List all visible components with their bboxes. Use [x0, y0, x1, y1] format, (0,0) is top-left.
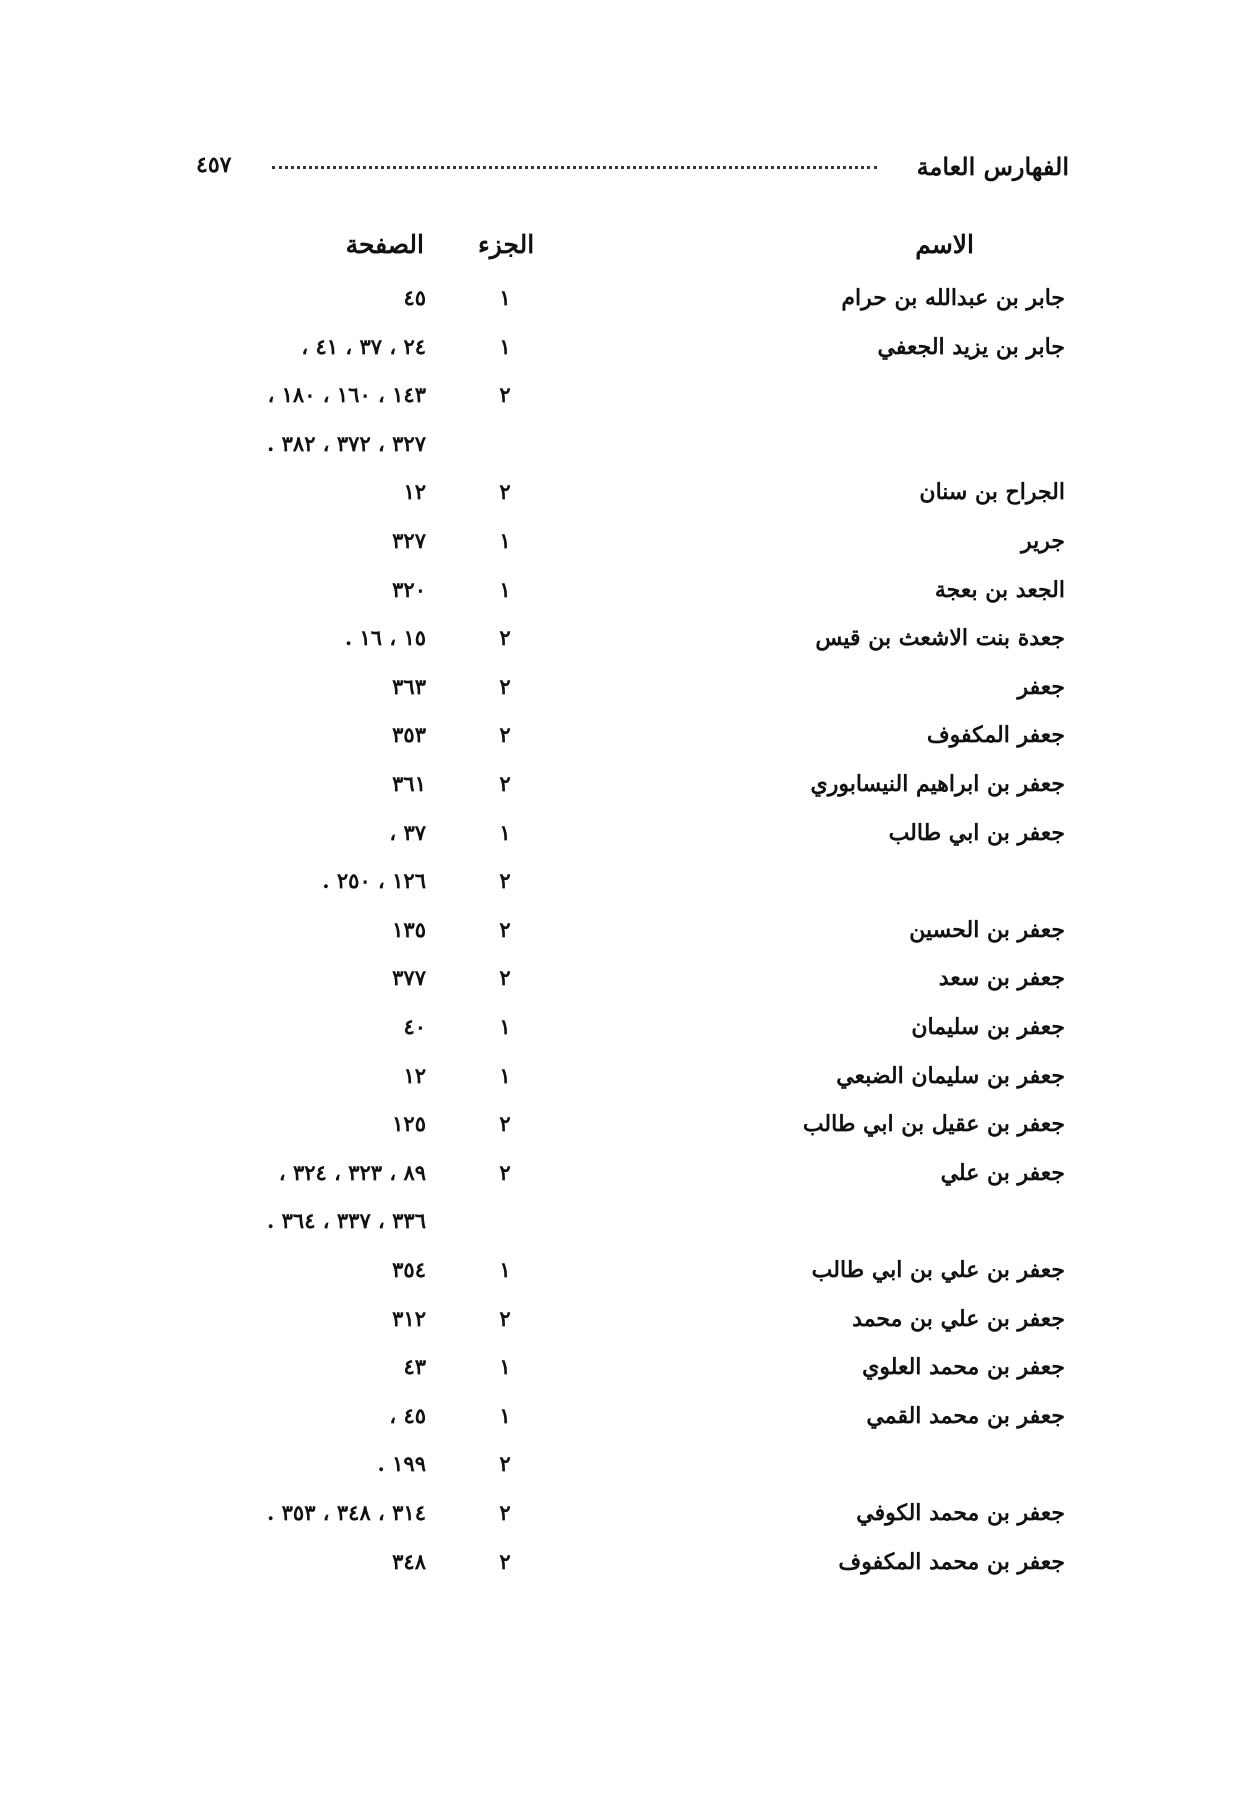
entry-pages: ٣٥٣ — [392, 722, 426, 748]
table-row — [0, 917, 1249, 957]
column-header-page: الصفحة — [345, 230, 424, 259]
table-row — [0, 577, 1249, 617]
entry-juz: ٢ — [499, 722, 511, 748]
entry-pages: ٣٧ ، — [389, 819, 426, 845]
table-row — [0, 625, 1249, 665]
entry-juz: ٢ — [499, 673, 511, 699]
entry-name: جعفر بن علي — [940, 1159, 1065, 1186]
table-row — [0, 528, 1249, 568]
table-row — [0, 382, 1249, 422]
entry-name: الجعد بن بعجة — [934, 576, 1065, 603]
entry-juz: ١ — [499, 819, 511, 845]
entry-juz: ٢ — [499, 479, 511, 505]
entry-pages: ٣١٤ ، ٣٤٨ ، ٣٥٣ . — [267, 1500, 426, 1525]
entry-name: جعفر بن عقيل بن ابي طالب — [802, 1111, 1065, 1138]
entry-juz: ٢ — [499, 868, 511, 894]
table-row — [0, 820, 1249, 860]
table-row — [0, 479, 1249, 519]
entry-juz: ١ — [499, 1257, 511, 1282]
entry-name: جعفر بن علي بن ابي طالب — [811, 1257, 1065, 1283]
table-row — [0, 431, 1249, 471]
entry-pages: ١٥ ، ١٦ . — [344, 625, 426, 651]
entry-juz: ١ — [499, 333, 511, 359]
entry-name: جرير — [1021, 528, 1065, 554]
entry-pages: ٣٦٣ — [392, 673, 426, 699]
entry-pages: ٣٢٠ — [392, 576, 426, 602]
table-row — [0, 1306, 1249, 1346]
entry-juz: ١ — [499, 1014, 511, 1039]
page-number: ٤٥٧ — [196, 152, 232, 178]
entry-juz: ١ — [499, 1062, 511, 1088]
entry-juz: ٢ — [499, 382, 511, 408]
entry-name: جعفر بن سليمان — [911, 1014, 1065, 1040]
entry-juz: ٢ — [499, 1500, 511, 1525]
entry-name: جعفر بن علي بن محمد — [852, 1305, 1065, 1332]
running-title: الفهارس العامة — [916, 152, 1069, 181]
entry-juz: ٢ — [499, 625, 511, 651]
entry-name: جعفر بن ابراهيم النيسابوري — [810, 771, 1065, 797]
entry-pages: ١٢ — [403, 479, 426, 505]
entry-juz: ١ — [499, 1402, 511, 1428]
leader-dots — [272, 166, 877, 169]
table-row — [0, 1451, 1249, 1491]
table-row — [0, 285, 1249, 325]
entry-pages: ١٤٣ ، ١٦٠ ، ١٨٠ ، — [267, 382, 426, 408]
table-row — [0, 334, 1249, 374]
entry-name: جعفر المكفوف — [926, 722, 1065, 749]
entry-pages: ٤٥ ، — [389, 1402, 426, 1428]
entry-name: جعفر بن الحسين — [909, 916, 1065, 943]
table-row — [0, 868, 1249, 908]
entry-name: جعفر بن سعد — [938, 965, 1065, 992]
entry-name: جعفر بن ابي طالب — [888, 819, 1065, 846]
entry-pages: ٣٦١ — [392, 771, 426, 796]
column-header-name: الاسم — [915, 230, 974, 259]
table-row — [0, 1257, 1249, 1297]
entry-pages: ٣٧٧ — [392, 965, 426, 991]
entry-name: الجراح بن سنان — [919, 479, 1065, 506]
entry-name: جابر بن عبدالله بن حرام — [841, 285, 1065, 311]
entry-pages: ٤٥ — [403, 285, 426, 310]
entry-name: جعدة بنت الاشعث بن قيس — [815, 625, 1065, 652]
table-row — [0, 1549, 1249, 1589]
entry-pages: ٣٣٦ ، ٣٣٧ ، ٣٦٤ . — [267, 1208, 426, 1234]
table-row — [0, 1063, 1249, 1103]
entry-pages: ٣٤٨ — [392, 1548, 426, 1574]
table-row — [0, 674, 1249, 714]
entry-juz: ٢ — [499, 771, 511, 796]
entry-juz: ٢ — [499, 1305, 511, 1331]
entry-juz: ٢ — [499, 916, 511, 942]
entry-juz: ١ — [499, 576, 511, 602]
entry-name: جابر بن يزيد الجعفي — [877, 333, 1065, 360]
entry-pages: ٢٤ ، ٣٧ ، ٤١ ، — [301, 333, 426, 359]
entry-juz: ٢ — [499, 965, 511, 991]
entry-juz: ١ — [499, 1354, 511, 1380]
entry-pages: ٤٠ — [403, 1014, 426, 1039]
entry-juz: ١ — [499, 528, 511, 553]
table-row — [0, 1208, 1249, 1248]
entry-pages: ٣٢٧ — [392, 528, 426, 553]
entry-pages: ١٢ — [403, 1062, 426, 1088]
entry-name: جعفر بن سليمان الضبعي — [836, 1062, 1065, 1089]
table-row — [0, 1500, 1249, 1540]
table-row — [0, 722, 1249, 762]
table-row — [0, 1111, 1249, 1151]
table-row — [0, 1014, 1249, 1054]
entry-pages: ١٩٩ . — [377, 1451, 426, 1477]
table-row — [0, 771, 1249, 811]
entry-pages: ٣١٢ — [392, 1305, 426, 1331]
entry-pages: ٤٣ — [403, 1354, 426, 1380]
entry-name: جعفر — [1017, 673, 1065, 700]
entry-pages: ١٣٥ — [392, 916, 426, 942]
table-row — [0, 965, 1249, 1005]
table-row — [0, 1354, 1249, 1394]
entry-juz: ٢ — [499, 1451, 511, 1477]
table-row — [0, 1160, 1249, 1200]
column-header-juz: الجزء — [478, 230, 535, 259]
entry-juz: ١ — [499, 285, 511, 310]
entry-name: جعفر بن محمد المكفوف — [838, 1548, 1065, 1575]
entry-name: جعفر بن محمد القمي — [866, 1402, 1065, 1429]
entry-pages: ٨٩ ، ٣٢٣ ، ٣٢٤ ، — [278, 1159, 426, 1185]
entry-juz: ٢ — [499, 1159, 511, 1185]
entry-pages: ١٢٥ — [392, 1111, 426, 1137]
entry-juz: ٢ — [499, 1111, 511, 1137]
entry-pages: ٣٢٧ ، ٣٧٢ ، ٣٨٢ . — [267, 430, 426, 456]
entry-name: جعفر بن محمد العلوي — [862, 1354, 1065, 1381]
table-row — [0, 1403, 1249, 1443]
entry-juz: ٢ — [499, 1548, 511, 1574]
entry-pages: ٣٥٤ — [392, 1257, 426, 1282]
entry-name: جعفر بن محمد الكوفي — [856, 1500, 1065, 1526]
entry-pages: ١٢٦ ، ٢٥٠ . — [322, 868, 426, 894]
